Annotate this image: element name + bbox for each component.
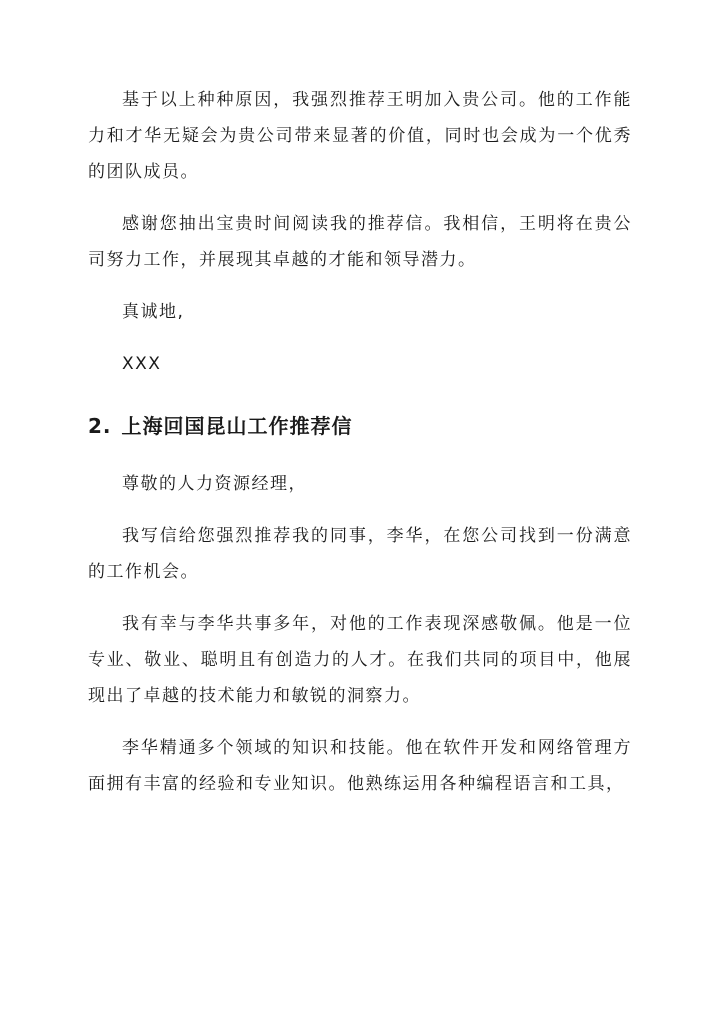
section-heading [88,406,632,446]
paragraph-salutation: 尊敬的人力资源经理， [122,474,307,494]
paragraph-signature: XXX [122,354,162,374]
document-page [88,82,632,818]
paragraph-recommendation-summary: 基于以上种种原因，我强烈推荐王明加入贵公司。他的工作能力和才华无疑会为贵公司带来显著的价值，同时也会成为一个优秀的团队成员。 [88,90,632,182]
paragraph-intro: 我写信给您强烈推荐我的同事，李华，在您公司找到一份满意的工作机会。 [88,526,632,582]
paragraph-thanks: 感谢您抽出宝贵时间阅读我的推荐信。我相信，王明将在贵公司努力工作，并展现其卓越的才能和领导潜力。 [88,214,632,270]
paragraph-experience: 我有幸与李华共事多年，对他的工作表现深感敬佩。他是一位专业、敬业、聪明且有创造力的人才。在我们共同的项目中，他展现出了卓越的技术能力和敏锐的洞察力。 [88,614,632,706]
paragraph-skills: 李华精通多个领域的知识和技能。他在软件开发和网络管理方面拥有丰富的经验和专业知识。他熟练运用各种编程语言和工具， [88,738,632,794]
paragraph-closing: 真诚地, [122,302,185,322]
section-title: 上海回国昆山工作推荐信 [121,414,353,438]
section-number: 2. [88,414,112,438]
